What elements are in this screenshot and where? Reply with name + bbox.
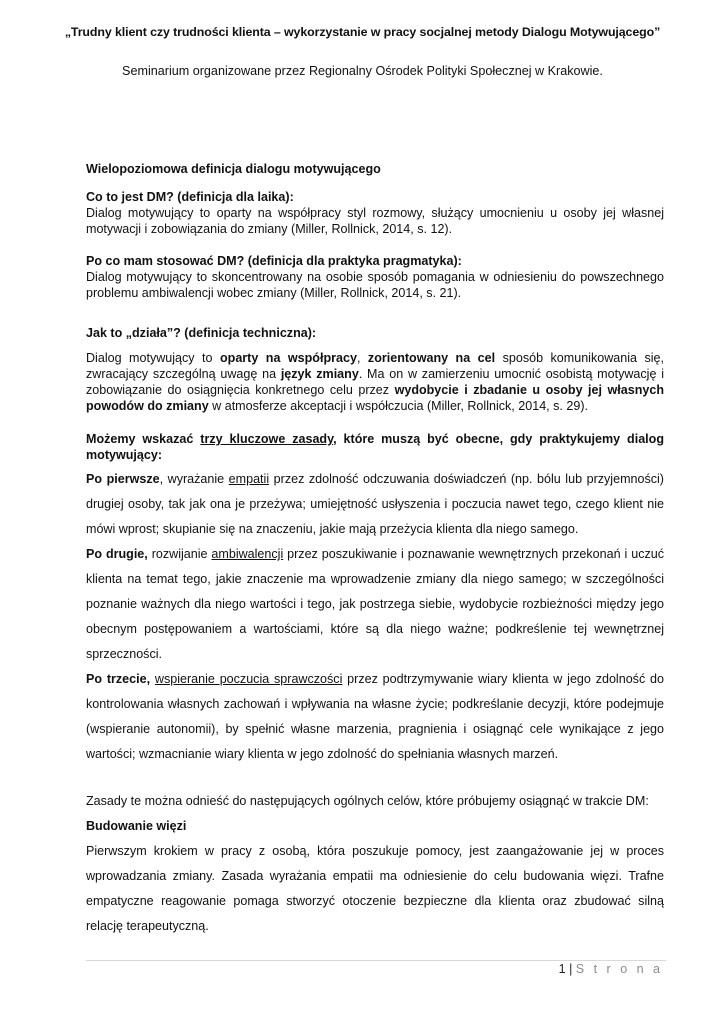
question-laika: Co to jest DM? (definicja dla laika):	[86, 190, 294, 204]
answer-praktyka: Dialog motywujący to skoncentrowany na osobie sposób pomagania w odniesieniu do powszechnego problemu ambiwalencji wobec zmiany (Miller, Rollnick, 2014, s. 21).	[86, 270, 664, 300]
question-techniczna: Jak to „działa”? (definicja techniczna):	[86, 326, 317, 340]
answer-techniczna: Dialog motywujący to oparty na współpracy, zorientowany na cel sposób komunikowania się, zwracający szczególną uwagę na język zmiany. Ma on w zamierzeniu umocnić osobistą motywację i zobowiązanie do osiągnięcia konkretnego celu przez wydobycie i zbadanie u osoby jej własnych powodów do zmiany w atmosferze akceptacji i współczucia (Miller, Rollnick, 2014, s. 29).	[86, 351, 665, 413]
document-body	[86, 161, 664, 939]
principle-self-efficacy: Po trzecie, wspieranie poczucia sprawczości przez podtrzymywanie wiary klienta w jego zdolność do kontrolowania własnych zachowań i wpływania na własne życie; podkreślanie decyzji, które podejmuje (wspieranie autonomii), by spełnić własne marzenia, pragnienia i osiągnąć cele wynikające z jego wartości; wzmacnianie wiary klienta w jego zdolność do spełniania własnych marzeń.	[86, 672, 664, 761]
goal-heading-budowanie-wiezi: Budowanie więzi	[86, 819, 187, 833]
footer-separator: |	[569, 962, 573, 976]
page-number: 1	[558, 962, 566, 976]
page-footer	[559, 962, 663, 976]
principle-ambivalence: Po drugie, rozwijanie ambiwalencji przez poszukiwanie i poznawanie wewnętrznych przekonań i uczuć klienta na temat tego, jakie znaczenie ma wprowadzenie zmiany dla niego samego; w szczególności poznanie ważnych dla niego wartości i tego, jak postrzega siebie, wydobycie rozbieżności między jego obecnym postępowaniem a wartościami, które są dla niego ważne; podkreślenie tej wewnętrznej sprzeczności.	[86, 547, 664, 661]
answer-laika: Dialog motywujący to oparty na współpracy styl rozmowy, służący umocnieniu u osoby jej własnej motywacji i zobowiązania do zmiany (Miller, Rollnick, 2014, s. 12).	[86, 206, 664, 236]
question-praktyka: Po co mam stosować DM? (definicja dla praktyka pragmatyka):	[86, 254, 462, 268]
section-heading-definition: Wielopoziomowa definicja dialogu motywującego	[86, 162, 381, 176]
principles-intro: Możemy wskazać trzy kluczowe zasady, które muszą być obecne, gdy praktykujemy dialog motywujący:	[86, 432, 664, 462]
goals-intro: Zasady te można odnieść do następujących ogólnych celów, które próbujemy osiągnąć w trakcie DM:	[86, 794, 649, 808]
document-subtitle: Seminarium organizowane przez Regionalny Ośrodek Polityki Społecznej w Krakowie.	[122, 64, 603, 78]
page-word: S t r o n a	[575, 962, 663, 976]
goal-body-budowanie-wiezi: Pierwszym krokiem w pracy z osobą, która poszukuje pomocy, jest zaangażowanie jej w proces wprowadzania zmiany. Zasada wyrażania empatii ma odniesienie do celu budowania więzi. Trafne empatyczne reagowanie pomaga stworzyć otoczenie bezpieczne dla klienta oraz zbudować silną relację terapeutyczną.	[86, 844, 664, 933]
footer-divider	[86, 960, 666, 961]
document-title: „Trudny klient czy trudności klienta – wykorzystanie w pracy socjalnej metody Dialogu Motywującego”	[64, 25, 661, 39]
principle-empathy: Po pierwsze, wyrażanie empatii przez zdolność odczuwania doświadczeń (np. bólu lub przyjemności) drugiej osoby, tak jak ona je przeżywa; umiejętność usłyszenia i poczucia nawet tego, czego klient nie mówi wprost; skupianie się na znaczeniu, jakie mają przeżycia klienta dla niego samego.	[86, 472, 664, 536]
